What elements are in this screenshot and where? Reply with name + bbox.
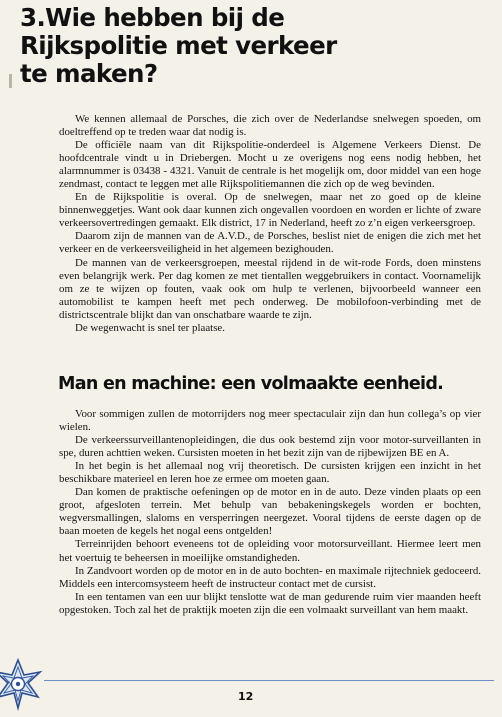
title-line-2: Rijkspolitie met verkeer <box>20 31 337 60</box>
paragraph: Dan komen de praktische oefeningen op de motor en in de auto. Deze vinden plaats op een groot, afgesloten terrein. Met behulp van bebakeningskegels worden er bochten, wegversmallingen, slaloms en versperringen neergezet. Vooral tijdens de eerste dagen op de baan moeten de kegels het nogal eens ontgelden! <box>59 486 481 538</box>
paragraph: De officiële naam van dit Rijkspolitie-onderdeel is Algemene Verkeers Dienst. De hoofdcentrale vindt u in Driebergen. Mocht u ze overigens nog eens nodig hebben, het alarmnummer is 03438 - 4321. Vanuit de centrale is het mogelijk om, door middel van een hoge zendmast, contact te leggen met alle Rijkspolitiemannen die zich op de weg bevinden. <box>59 139 481 191</box>
paragraph: Daarom zijn de mannen van de A.V.D., de Porsches, beslist niet de enigen die zich met het verkeer en de verkeersveiligheid in het algemeen bezighouden. <box>59 230 481 256</box>
paragraph: En de Rijkspolitie is overal. Op de snelwegen, maar net zo goed op de kleine binnenweggetjes. Want ook daar kunnen zich ongevallen voordoen en worden er lichte of zware verkeersovertredingen gemaakt. Elk district, 17 in Nederland, heeft zo z’n eigen verkeersgroep. <box>59 191 481 230</box>
section-heading: Man en machine: een volmaakte eenheid. <box>58 374 444 394</box>
paragraph: De mannen van de verkeersgroepen, meestal rijdend in de wit-rode Fords, doen minstens even belangrijk werk. Per dag komen ze met tientallen weggebruikers in contact. Voornamelijk om ze te wijzen op fouten, vaak ook om hulp te verlenen, bijvoorbeeld wanneer een automobilist te kampen heeft met pech onderweg. De mobilofoon-verbinding met de districtscentrale blijkt dan van onschatbare waarde te zijn. <box>59 256 481 321</box>
page-number: 12 <box>238 690 254 703</box>
paragraph: In Zandvoort worden op de motor en in de auto bochten- en maximale rijtechniek gedoceerd. Middels een intercomsysteem heeft de instructeur contact met de cursist. <box>59 564 481 590</box>
paragraph: De verkeerssurveillantenopleidingen, die dus ook bestemd zijn voor motor-surveillanten in spe, duren achttien weken. Cursisten moeten in het bezit zijn van de rijbewijzen BE en A. <box>59 434 481 460</box>
paragraph: In het begin is het allemaal nog vrij theoretisch. De cursisten krijgen een inzicht in het beschikbare materieel en leren hoe ze ermee om moeten gaan. <box>59 460 481 486</box>
paragraph: Terreinrijden behoort eveneens tot de opleiding voor motorsurveillant. Hiermee leert men het voertuig te beheersen in moeilijke omstandigheden. <box>59 538 481 564</box>
title-line-1: 3.Wie hebben bij de <box>20 3 285 32</box>
police-star-emblem-icon <box>0 640 52 717</box>
section-2-body <box>59 408 481 617</box>
title-line-3: te maken? <box>20 59 158 88</box>
footer-rule <box>44 680 494 681</box>
page-title <box>20 4 490 88</box>
paragraph: In een tentamen van een uur blijkt tenslotte wat de man gedurende ruim vier maanden heeft opgestoken. Toch zal het de praktijk moeten zijn die een volmaakt surveillant van hem maakt. <box>59 590 481 616</box>
paragraph: We kennen allemaal de Porsches, die zich over de Nederlandse snelwegen spoeden, om doeltreffend op te treden waar dat nodig is. <box>59 113 481 139</box>
paragraph: De wegenwacht is snel ter plaatse. <box>75 321 225 334</box>
paragraph: Voor sommigen zullen de motorrijders nog meer spectaculair zijn dan hun collega’s op vier wielen. <box>59 408 481 434</box>
section-1-body <box>59 113 481 335</box>
margin-mark <box>9 74 12 88</box>
